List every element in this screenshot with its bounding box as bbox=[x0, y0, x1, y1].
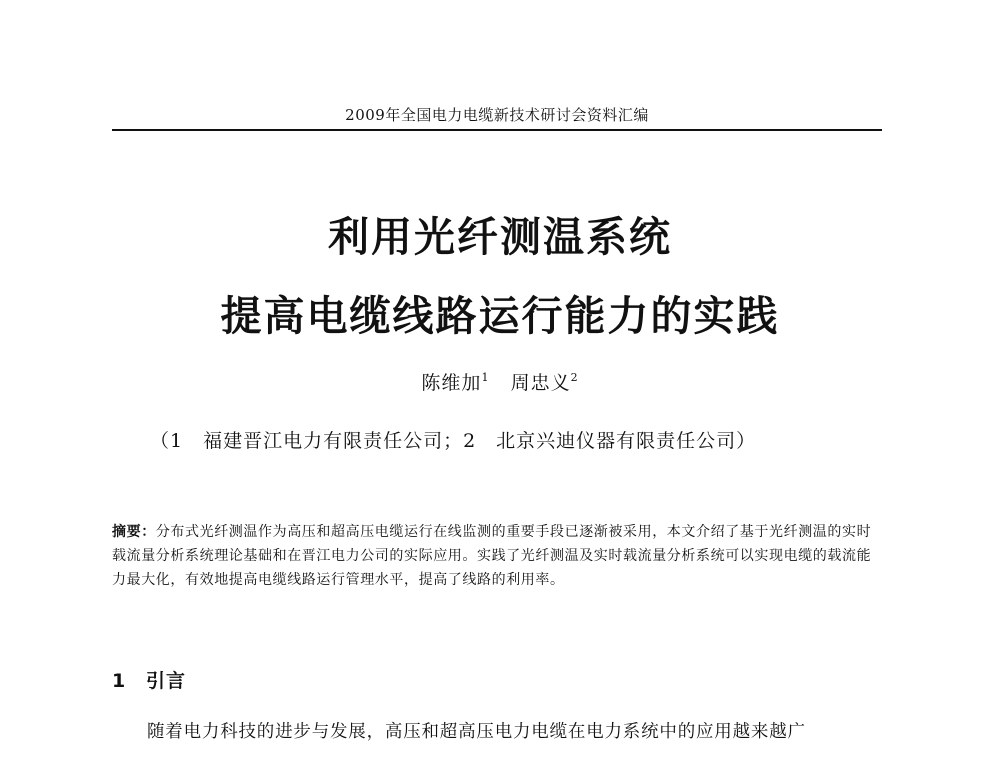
author-list bbox=[0, 368, 1000, 395]
section-heading bbox=[112, 666, 186, 693]
title-line-1: 利用光纤测温系统 bbox=[328, 213, 672, 261]
abstract-label: 摘要： bbox=[112, 524, 156, 540]
header-rule bbox=[112, 129, 882, 131]
author-name: 陈维加 bbox=[421, 372, 482, 394]
author-affiliation-mark: 1 bbox=[481, 371, 490, 384]
running-header: 2009年全国电力电缆新技术研讨会资料汇编 bbox=[345, 106, 649, 124]
author-name: 周忠义 bbox=[510, 372, 571, 394]
body-paragraph: 随着电力科技的进步与发展，高压和超高压电力电缆在电力系统中的应用越来越广 bbox=[147, 722, 806, 742]
author-affiliation-mark: 2 bbox=[570, 371, 579, 384]
abstract-text: 分布式光纤测温作为高压和超高压电缆运行在线监测的重要手段已逐渐被采用，本文介绍了基于光纤测温的实时载流量分析系统理论基础和在晋江电力公司的实际应用。实践了光纤测温及实时载流量分析系统可以实现电缆的载流能力最大化，有效地提高电缆线路运行管理水平，提高了线路的利用率。 bbox=[112, 524, 872, 588]
section-title: 引言 bbox=[146, 670, 187, 692]
title-line-2: 提高电缆线路运行能力的实践 bbox=[220, 292, 780, 340]
section-number: 1 bbox=[112, 670, 127, 692]
abstract bbox=[112, 520, 882, 592]
affiliation-line: （1 福建晋江电力有限责任公司；2 北京兴迪仪器有限责任公司） bbox=[150, 430, 757, 452]
